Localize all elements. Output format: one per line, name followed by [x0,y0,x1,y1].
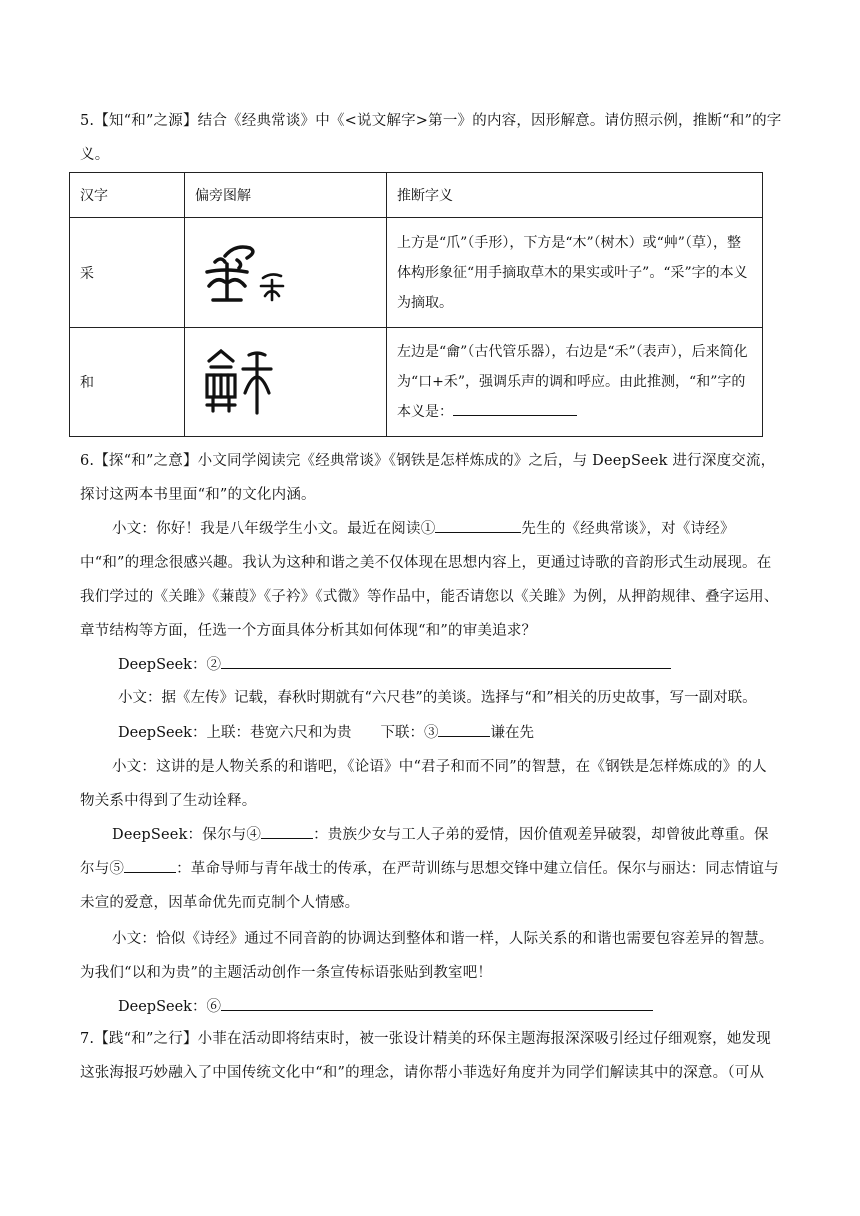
header-char: 汉字 [70,173,185,218]
answer-blank-6[interactable] [221,994,653,1011]
row-char: 采 [70,218,185,328]
answer-blank-4[interactable] [261,822,313,839]
answer-blank[interactable] [453,399,577,416]
answer-blank-1[interactable] [435,516,521,533]
table-row [70,218,763,328]
deepseek-answer-6 [118,994,653,1019]
p1-text-b: 先生的《经典常谈》，对《诗经》中“和”的理念很感兴趣。我认为这种和谐之美不仅体现在思想内容上，更通过诗歌的音韵形式生动展现。在我们学过的《关雎》《蒹葭》《子衿》《式微》等作品中，能否请您以《关雎》为例，从押韵规律、叠字运用、章节结构等方面，任选一个方面具体分析其如何体现“和”的审美追求？ [80,521,779,639]
ds1-label: DeepSeek：② [118,657,221,673]
question-6-intro: 6.【探“和”之意】小文同学阅读完《经典常谈》《钢铁是怎样炼成的》之后，与 DeepSeek 进行深度交流，探讨这两本书里面“和”的文化内涵。 [80,453,776,503]
row-meaning [387,328,763,437]
xiaowen-question-2: 小文：据《左传》记载，春秋时期就有“六尺巷”的美谈。选择与“和”相关的历史故事，写一副对联。 [118,690,757,706]
deepseek-answer-4-5 [80,818,780,920]
ds3-text-c: ：革命导师与青年战士的传承，在严苛训练与思想交锋中建立信任。保尔与丽达：同志情谊与未宣的爱意，因革命优先而克制个人情感。 [80,861,779,911]
ds3-text-a: DeepSeek：保尔与④ [112,827,262,843]
deepseek-answer-2 [118,652,671,677]
question-7: 7.【践“和”之行】小菲在活动即将结束时，被一张设计精美的环保主题海报深深吸引经过仔细观察，她发现这张海报巧妙融入了中国传统文化中“和”的理念，请你帮小菲选好角度并为同学们解读其中的深意。（可从 [80,1031,771,1081]
ds2-text-b: 谦在先 [490,725,534,741]
row-meaning-text: 左边是“龠”（古代管乐器），右边是“禾”（表声），后来简化为“口+禾”，强调乐声的调和呼应。由此推测，“和”字的本义是： [397,344,748,420]
xiaowen-question-3: 小文：这讲的是人物关系的和谐吧，《论语》中“君子和而不同”的智慧，在《钢铁是怎样炼成的》的人物关系中得到了生动诠释。 [80,759,767,809]
ds3-text-b: ：贵族少女与工人子弟的爱情，因价值观差异破裂，却曾彼此尊重。保尔与⑤ [80,827,769,877]
table-header-row [70,173,763,218]
xiaowen-question-1 [80,512,780,648]
header-glyph: 偏旁图解 [185,173,387,218]
ds2-text-a: DeepSeek：上联：巷宽六尺和为贵 下联：③ [118,725,439,741]
row-meaning: 上方是“爪”（手形），下方是“木”（树木）或“艸”（草），整体构形象征“用手摘取草木的果实或叶子”。“采”字的本义为摘取。 [387,218,763,328]
seal-script-he-icon [185,328,387,437]
p1-text-a: 小文：你好！我是八年级学生小文。最近在阅读① [112,521,436,537]
header-meaning: 推断字义 [387,173,763,218]
deepseek-answer-3 [118,720,534,745]
row-char: 和 [70,328,185,437]
seal-script-cai-icon [185,218,387,328]
table-row [70,328,763,437]
ds4-label: DeepSeek：⑥ [118,999,221,1015]
q5-line2: 义。 [80,147,110,163]
question-5 [80,104,780,172]
answer-blank-3[interactable] [438,720,490,737]
answer-blank-2[interactable] [221,652,671,669]
q5-line1: 5.【知“和”之源】结合《经典常谈》中《<说文解字>第一》的内容，因形解意。请仿照示例，推断“和”的字 [80,113,782,129]
answer-blank-5[interactable] [124,856,176,873]
xiaowen-question-4: 小文：恰似《诗经》通过不同音韵的协调达到整体和谐一样，人际关系的和谐也需要包容差异的智慧。为我们“以和为贵”的主题活动创作一条宣传标语张贴到教室吧！ [80,931,774,981]
glyph-table [69,172,763,437]
